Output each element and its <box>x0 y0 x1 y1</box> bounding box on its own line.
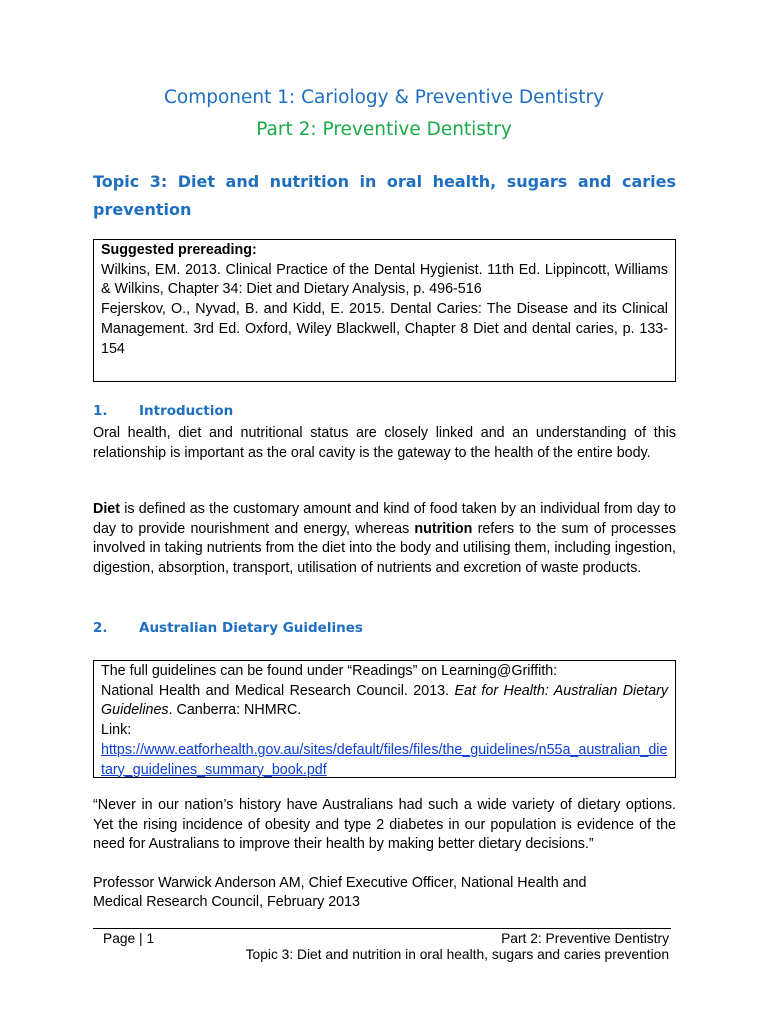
prereading-box <box>93 239 676 382</box>
component-heading: Component 1: Cariology & Preventive Dentistry <box>163 87 605 108</box>
part-heading: Part 2: Preventive Dentistry <box>256 119 512 140</box>
intro-paragraph: Oral health, diet and nutritional status are closely linked and an understanding of this relationship is important as the oral cavity is the gateway to the health of the entire body. <box>93 425 676 461</box>
nutrition-term: nutrition <box>414 520 473 537</box>
section-2-heading <box>93 620 676 638</box>
link-label: Link: <box>101 722 132 739</box>
quote-attribution-line-1: Professor Warwick Anderson AM, Chief Executive Officer, National Health and <box>93 875 587 891</box>
section-2-title: Australian Dietary Guidelines <box>139 620 363 636</box>
guidelines-link[interactable]: https://www.eatforhealth.gov.au/sites/default/files/files/the_guidelines/n55a_australian_dietary_guidelines_summary_book.pdf <box>101 741 668 778</box>
section-1-title: Introduction <box>139 403 234 419</box>
section-1-heading <box>93 403 676 421</box>
prereading-ref-wilkins: Wilkins, EM. 2013. Clinical Practice of the Dental Hygienist. 11th Ed. Lippincott, Williams & Wilkins, Chapter 34: Diet and Dietary Analysis, p. 496-516 <box>101 261 668 298</box>
footer-part: Part 2: Preventive Dentistry <box>501 931 669 946</box>
prereading-ref-fejerskov: Fejerskov, O., Nyvad, B. and Kidd, E. 2015. Dental Caries: The Disease and its Clinical Management. 3rd Ed. Oxford, Wiley Blackwell, Chapter 8 Diet and dental caries, p. 133-154 <box>101 301 668 357</box>
footer-page-number: Page | 1 <box>103 931 155 946</box>
guidelines-ref-title: Eat for Health: Australian Dietary Guidelines <box>101 682 668 719</box>
nutrition-text: refers to the sum of processes involved in taking nutrients from the diet into the body and utilising them, including ingestion, digestion, absorption, transport, utilisation of nutrients and excretion of waste products. <box>93 520 676 577</box>
diet-text: is defined as the customary amount and kind of food taken by an individual from day to day to provide nourishment and energy, whereas <box>93 501 676 537</box>
section-1-number: 1. <box>93 403 108 419</box>
prereading-heading: Suggested prereading: <box>101 242 257 258</box>
diet-term: Diet <box>93 501 121 517</box>
quote-attribution-line-2: Medical Research Council, February 2013 <box>93 894 361 910</box>
section-2-number: 2. <box>93 620 108 636</box>
footer-topic: Topic 3: Diet and nutrition in oral health, sugars and caries prevention <box>245 947 669 962</box>
guidelines-intro: The full guidelines can be found under “Readings” on Learning@Griffith: <box>101 663 558 679</box>
guidelines-box <box>93 660 676 778</box>
guidelines-ref-suffix: . Canberra: NHMRC. <box>168 702 302 719</box>
topic-heading: Topic 3: Diet and nutrition in oral health, sugars and caries prevention <box>93 172 676 219</box>
guidelines-reference <box>101 682 668 721</box>
guidelines-ref-prefix: National Health and Medical Research Council. 2013. <box>101 682 455 699</box>
quote-paragraph: “Never in our nation’s history have Australians had such a wide variety of dietary options. Yet the rising incidence of obesity and type 2 diabetes in our population is evidence of the need for Australians to improve their health by making better dietary decisions.” <box>93 797 676 853</box>
footer-rule <box>93 928 671 929</box>
diet-definition-paragraph <box>93 500 676 579</box>
